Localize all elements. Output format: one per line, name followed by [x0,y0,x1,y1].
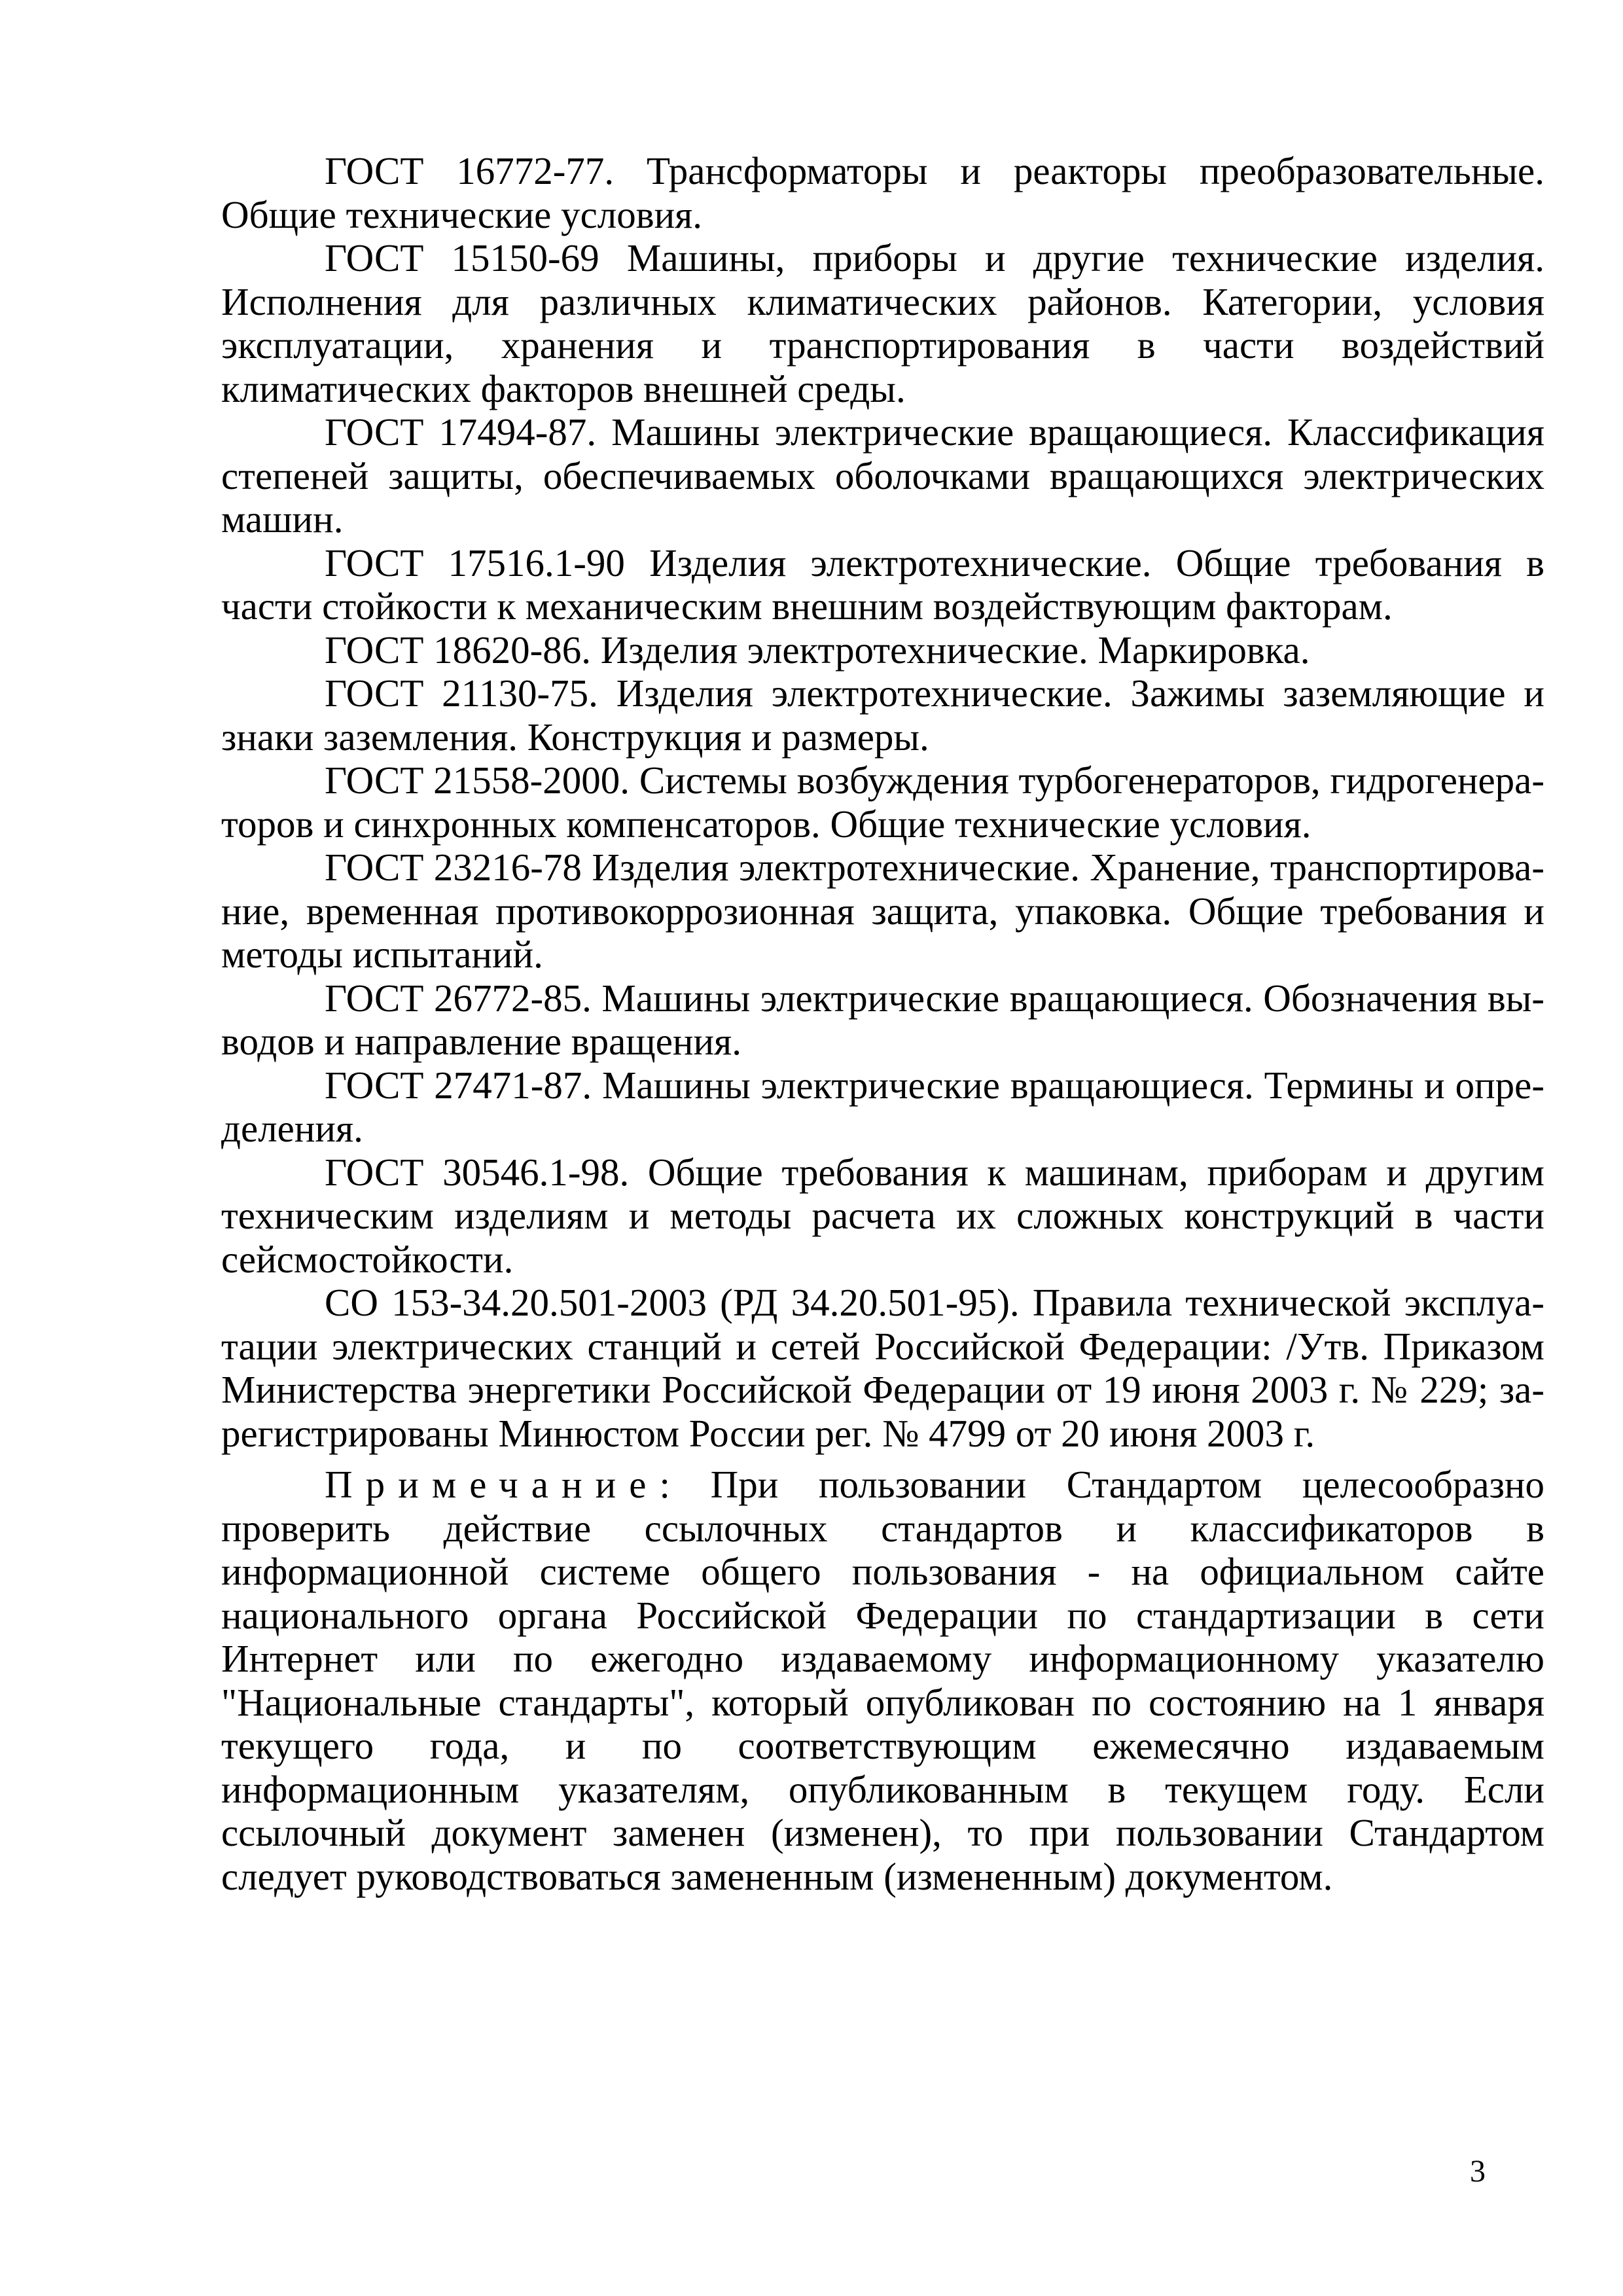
referenced-standards-section [221,149,1544,1898]
page-number: 3 [1470,2154,1486,2189]
reference-gost-16772-77: ГОСТ 16772-77. Трансформаторы и реакторы преобразовательные. Общие технические условия. [221,149,1544,236]
note-paragraph [221,1463,1544,1898]
reference-gost-15150-69: ГОСТ 15150-69 Машины, приборы и другие технические изделия. Исполнения для различных климатических районов. Категории, условия эксплуатации, хранения и транспортирования в части воздействий климатических факторов внешней среды. [221,236,1544,410]
reference-gost-23216-78: ГОСТ 23216-78 Изделия электротехнические. Хранение, транспортирование, временная противокоррозионная защита, упаковка. Общие требования и методы испытаний. [221,846,1544,976]
note-label: Примечание [325,1463,660,1506]
reference-gost-26772-85: ГОСТ 26772-85. Машины электрические вращающиеся. Обозначения выводов и направление вращения. [221,976,1544,1063]
note-text: : При пользовании Стандартом целесообразно проверить действие ссылочных стандартов и классификаторов в информационной системе общего пользования - на официальном сайте национального органа Российской Федерации по стандартизации в сети Интернет или по ежегодно издаваемому информационному указателю "Национальные стандарты", который опубликован по состоянию на 1 января текущего года, и по соответствующим ежемесячно издаваемым информационным указателям, опубликованным в текущем году. Если ссылочный документ заменен (изменен), то при пользовании Стандартом следует руководствоваться замененным (измененным) документом. [221,1463,1544,1898]
reference-gost-17494-87: ГОСТ 17494-87. Машины электрические вращающиеся. Классификация степеней защиты, обеспечиваемых оболочками вращающихся электрических машин. [221,410,1544,541]
reference-so-153-34-20-501-2003: СО 153-34.20.501-2003 (РД 34.20.501-95). Правила технической эксплуатации электрических станций и сетей Российской Федерации: /Утв. Приказом Министерства энергетики Российской Федерации от 19 июня 2003 г. № 229; зарегистрированы Минюстом России рег. № 4799 от 20 июня 2003 г. [221,1281,1544,1455]
reference-gost-17516-1-90: ГОСТ 17516.1-90 Изделия электротехнические. Общие требования в части стойкости к механическим внешним воздействующим факторам. [221,541,1544,628]
reference-gost-18620-86: ГОСТ 18620-86. Изделия электротехнические. Маркировка. [325,628,1310,672]
reference-gost-21558-2000: ГОСТ 21558-2000. Системы возбуждения турбогенераторов, гидрогенераторов и синхронных компенсаторов. Общие технические условия. [221,759,1544,846]
reference-gost-21130-75: ГОСТ 21130-75. Изделия электротехнические. Зажимы заземляющие и знаки заземления. Конструкция и размеры. [221,672,1544,759]
reference-gost-30546-1-98: ГОСТ 30546.1-98. Общие требования к машинам, приборам и другим техническим изделиям и методы расчета их сложных конструкций в части сейсмостойкости. [221,1150,1544,1281]
reference-gost-27471-87: ГОСТ 27471-87. Машины электрические вращающиеся. Термины и определения. [221,1063,1544,1150]
